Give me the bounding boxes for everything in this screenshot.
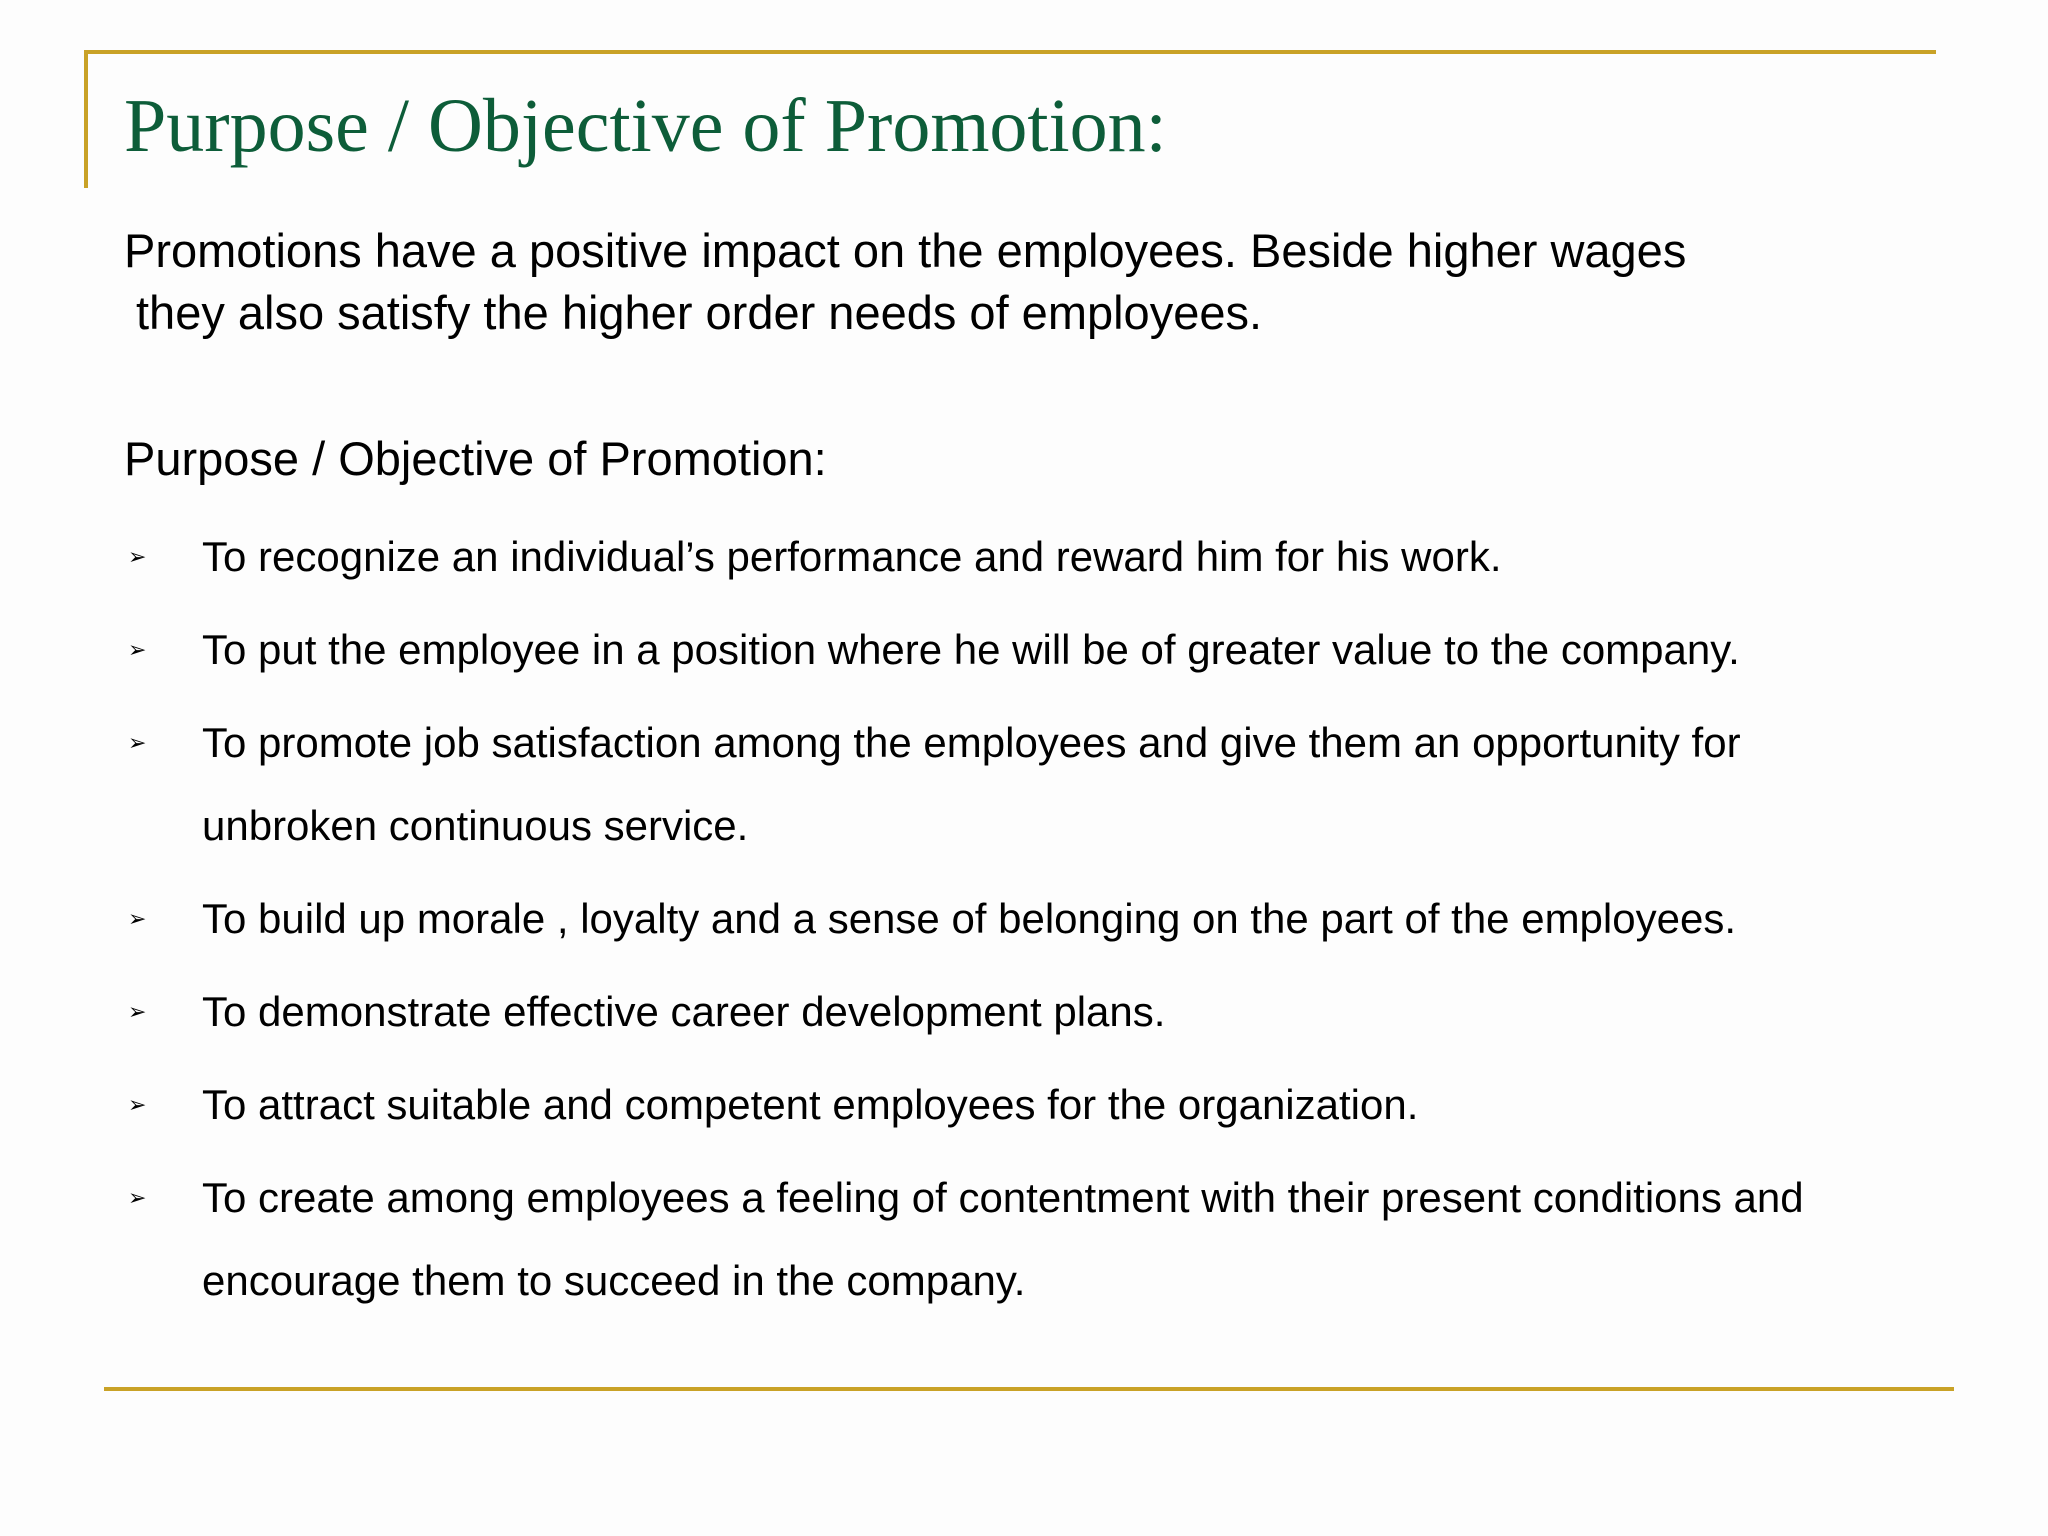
bullet-list (124, 515, 1924, 1332)
left-decorative-rule (84, 50, 88, 188)
list-item (124, 608, 1924, 691)
arrowhead-bullet-icon: ➢ (128, 906, 147, 931)
bullet-text: To attract suitable and competent employees for the organization. (202, 1081, 1419, 1128)
intro-paragraph (124, 220, 1924, 344)
arrowhead-bullet-icon: ➢ (128, 1185, 147, 1210)
arrowhead-bullet-icon: ➢ (128, 637, 147, 662)
top-decorative-rule (84, 50, 1936, 54)
list-item (124, 701, 1924, 867)
slide-title: Purpose / Objective of Promotion: (124, 84, 1167, 168)
bullet-text: To create among employees a feeling of contentment with their present conditions and encourage them to succeed in the company. (202, 1174, 1804, 1304)
list-item (124, 1156, 1924, 1322)
section-subheading: Purpose / Objective of Promotion: (124, 432, 827, 485)
bullet-text: To demonstrate effective career development plans. (202, 988, 1166, 1035)
bullet-text: To build up morale , loyalty and a sense of belonging on the part of the employees. (202, 895, 1736, 942)
arrowhead-bullet-icon: ➢ (128, 999, 147, 1024)
intro-line-2: they also satisfy the higher order needs of employees. (136, 286, 1263, 339)
list-item (124, 877, 1924, 960)
intro-line-1: Promotions have a positive impact on the employees. Beside higher wages (124, 224, 1687, 277)
bottom-decorative-rule (104, 1387, 1954, 1391)
bullet-text: To put the employee in a position where he will be of greater value to the company. (202, 626, 1740, 673)
arrowhead-bullet-icon: ➢ (128, 730, 147, 755)
arrowhead-bullet-icon: ➢ (128, 1092, 147, 1117)
arrowhead-bullet-icon: ➢ (128, 544, 147, 569)
bullet-text: To promote job satisfaction among the employees and give them an opportunity for unbroken continuous service. (202, 719, 1741, 849)
bullet-text: To recognize an individual’s performance and reward him for his work. (202, 533, 1502, 580)
list-item (124, 1063, 1924, 1146)
list-item (124, 970, 1924, 1053)
list-item (124, 515, 1924, 598)
